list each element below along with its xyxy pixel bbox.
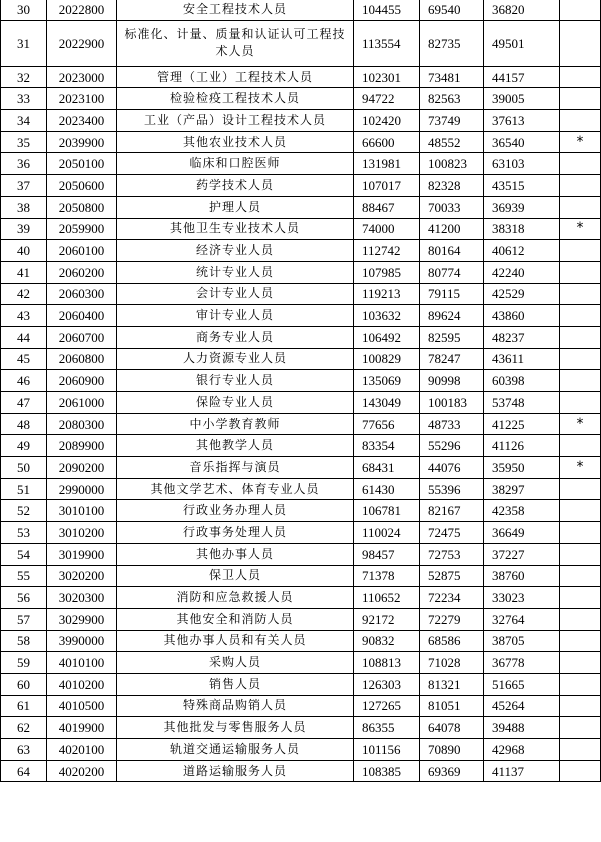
value-high: 113554 bbox=[354, 20, 420, 66]
note-mark bbox=[560, 348, 601, 370]
row-number: 60 bbox=[1, 673, 47, 695]
value-mid: 89624 bbox=[420, 305, 484, 327]
note-mark bbox=[560, 261, 601, 283]
table-row bbox=[1, 543, 601, 565]
value-high: 107985 bbox=[354, 261, 420, 283]
occupation-name: 其他文学艺术、体育专业人员 bbox=[117, 478, 354, 500]
value-mid: 64078 bbox=[420, 717, 484, 739]
note-mark bbox=[560, 110, 601, 132]
occupation-code: 3029900 bbox=[47, 608, 117, 630]
row-number: 61 bbox=[1, 695, 47, 717]
note-mark bbox=[560, 587, 601, 609]
note-mark bbox=[560, 500, 601, 522]
value-mid: 79115 bbox=[420, 283, 484, 305]
occupation-name: 经济专业人员 bbox=[117, 240, 354, 262]
occupation-name: 中小学教育教师 bbox=[117, 413, 354, 435]
table-row bbox=[1, 522, 601, 544]
occupation-name: 安全工程技术人员 bbox=[117, 0, 354, 20]
value-high: 68431 bbox=[354, 457, 420, 479]
value-low: 32764 bbox=[484, 608, 560, 630]
note-mark bbox=[560, 608, 601, 630]
occupation-code: 2060900 bbox=[47, 370, 117, 392]
note-mark bbox=[560, 20, 601, 66]
value-high: 106781 bbox=[354, 500, 420, 522]
occupation-code: 2090200 bbox=[47, 457, 117, 479]
value-mid: 69540 bbox=[420, 0, 484, 20]
value-low: 51665 bbox=[484, 673, 560, 695]
occupation-code: 3020200 bbox=[47, 565, 117, 587]
occupation-code: 2059900 bbox=[47, 218, 117, 240]
occupation-code: 2089900 bbox=[47, 435, 117, 457]
value-low: 38318 bbox=[484, 218, 560, 240]
note-mark bbox=[560, 0, 601, 20]
value-high: 131981 bbox=[354, 153, 420, 175]
value-mid: 78247 bbox=[420, 348, 484, 370]
table-row bbox=[1, 587, 601, 609]
row-number: 33 bbox=[1, 88, 47, 110]
row-number: 32 bbox=[1, 66, 47, 88]
occupation-name: 销售人员 bbox=[117, 673, 354, 695]
table-row bbox=[1, 0, 601, 20]
value-high: 108385 bbox=[354, 760, 420, 782]
value-high: 61430 bbox=[354, 478, 420, 500]
table-row bbox=[1, 435, 601, 457]
value-low: 38297 bbox=[484, 478, 560, 500]
row-number: 59 bbox=[1, 652, 47, 674]
table-row bbox=[1, 110, 601, 132]
occupation-code: 2050800 bbox=[47, 196, 117, 218]
value-mid: 81051 bbox=[420, 695, 484, 717]
note-mark bbox=[560, 240, 601, 262]
table-row bbox=[1, 565, 601, 587]
value-mid: 48552 bbox=[420, 131, 484, 153]
value-high: 126303 bbox=[354, 673, 420, 695]
occupation-code: 2022900 bbox=[47, 20, 117, 66]
value-mid: 68586 bbox=[420, 630, 484, 652]
table-body bbox=[1, 0, 601, 782]
occupation-name: 护理人员 bbox=[117, 196, 354, 218]
value-mid: 100183 bbox=[420, 392, 484, 414]
value-low: 36939 bbox=[484, 196, 560, 218]
occupation-name: 轨道交通运输服务人员 bbox=[117, 739, 354, 761]
occupation-name: 会计专业人员 bbox=[117, 283, 354, 305]
value-low: 36540 bbox=[484, 131, 560, 153]
row-number: 31 bbox=[1, 20, 47, 66]
value-high: 110024 bbox=[354, 522, 420, 544]
row-number: 34 bbox=[1, 110, 47, 132]
value-high: 66600 bbox=[354, 131, 420, 153]
value-mid: 82563 bbox=[420, 88, 484, 110]
occupation-code: 2080300 bbox=[47, 413, 117, 435]
occupation-name: 临床和口腔医师 bbox=[117, 153, 354, 175]
table-row bbox=[1, 131, 601, 153]
row-number: 54 bbox=[1, 543, 47, 565]
table-row bbox=[1, 20, 601, 66]
table-row bbox=[1, 413, 601, 435]
occupation-code: 2060700 bbox=[47, 326, 117, 348]
occupation-code: 2060300 bbox=[47, 283, 117, 305]
occupation-name: 检验检疫工程技术人员 bbox=[117, 88, 354, 110]
value-mid: 48733 bbox=[420, 413, 484, 435]
row-number: 62 bbox=[1, 717, 47, 739]
note-mark bbox=[560, 196, 601, 218]
value-low: 38760 bbox=[484, 565, 560, 587]
table-row bbox=[1, 500, 601, 522]
row-number: 40 bbox=[1, 240, 47, 262]
occupation-code: 2023100 bbox=[47, 88, 117, 110]
value-high: 98457 bbox=[354, 543, 420, 565]
value-mid: 82735 bbox=[420, 20, 484, 66]
note-mark bbox=[560, 717, 601, 739]
value-mid: 69369 bbox=[420, 760, 484, 782]
occupation-code: 4019900 bbox=[47, 717, 117, 739]
table-row bbox=[1, 760, 601, 782]
table-row bbox=[1, 218, 601, 240]
note-mark bbox=[560, 305, 601, 327]
value-low: 42529 bbox=[484, 283, 560, 305]
occupation-name: 行政业务办理人员 bbox=[117, 500, 354, 522]
note-mark bbox=[560, 695, 601, 717]
table-row bbox=[1, 478, 601, 500]
value-low: 43860 bbox=[484, 305, 560, 327]
value-low: 36778 bbox=[484, 652, 560, 674]
occupation-name: 其他办事人员和有关人员 bbox=[117, 630, 354, 652]
table-row bbox=[1, 66, 601, 88]
value-mid: 41200 bbox=[420, 218, 484, 240]
value-high: 106492 bbox=[354, 326, 420, 348]
occupation-name: 管理（工业）工程技术人员 bbox=[117, 66, 354, 88]
table-row bbox=[1, 175, 601, 197]
row-number: 45 bbox=[1, 348, 47, 370]
note-mark bbox=[560, 522, 601, 544]
value-low: 42358 bbox=[484, 500, 560, 522]
occupation-code: 2060100 bbox=[47, 240, 117, 262]
row-number: 52 bbox=[1, 500, 47, 522]
value-high: 86355 bbox=[354, 717, 420, 739]
occupation-code: 4020200 bbox=[47, 760, 117, 782]
occupation-code: 3010200 bbox=[47, 522, 117, 544]
table-row bbox=[1, 717, 601, 739]
value-low: 39005 bbox=[484, 88, 560, 110]
occupation-name: 银行专业人员 bbox=[117, 370, 354, 392]
row-number: 41 bbox=[1, 261, 47, 283]
value-mid: 72279 bbox=[420, 608, 484, 630]
table-row bbox=[1, 739, 601, 761]
occupation-name: 保险专业人员 bbox=[117, 392, 354, 414]
value-high: 101156 bbox=[354, 739, 420, 761]
value-mid: 70033 bbox=[420, 196, 484, 218]
table-row bbox=[1, 88, 601, 110]
row-number: 43 bbox=[1, 305, 47, 327]
value-mid: 80164 bbox=[420, 240, 484, 262]
table-row bbox=[1, 652, 601, 674]
row-number: 46 bbox=[1, 370, 47, 392]
occupation-name: 药学技术人员 bbox=[117, 175, 354, 197]
row-number: 36 bbox=[1, 153, 47, 175]
table-row bbox=[1, 153, 601, 175]
occupation-code: 2990000 bbox=[47, 478, 117, 500]
value-low: 60398 bbox=[484, 370, 560, 392]
note-mark bbox=[560, 478, 601, 500]
value-low: 43611 bbox=[484, 348, 560, 370]
table-row bbox=[1, 370, 601, 392]
value-mid: 70890 bbox=[420, 739, 484, 761]
occupation-code: 2050100 bbox=[47, 153, 117, 175]
note-mark bbox=[560, 630, 601, 652]
value-high: 90832 bbox=[354, 630, 420, 652]
row-number: 42 bbox=[1, 283, 47, 305]
occupation-name: 其他办事人员 bbox=[117, 543, 354, 565]
row-number: 53 bbox=[1, 522, 47, 544]
value-high: 94722 bbox=[354, 88, 420, 110]
value-high: 100829 bbox=[354, 348, 420, 370]
value-high: 127265 bbox=[354, 695, 420, 717]
value-mid: 90998 bbox=[420, 370, 484, 392]
table-row bbox=[1, 392, 601, 414]
occupation-code: 2061000 bbox=[47, 392, 117, 414]
value-low: 42968 bbox=[484, 739, 560, 761]
note-mark bbox=[560, 543, 601, 565]
row-number: 30 bbox=[1, 0, 47, 20]
value-low: 43515 bbox=[484, 175, 560, 197]
table-row bbox=[1, 348, 601, 370]
occupation-name: 商务专业人员 bbox=[117, 326, 354, 348]
value-mid: 71028 bbox=[420, 652, 484, 674]
value-low: 36820 bbox=[484, 0, 560, 20]
value-mid: 73481 bbox=[420, 66, 484, 88]
note-mark bbox=[560, 760, 601, 782]
note-mark bbox=[560, 88, 601, 110]
occupation-code: 4020100 bbox=[47, 739, 117, 761]
note-mark: * bbox=[560, 413, 601, 435]
value-high: 71378 bbox=[354, 565, 420, 587]
value-high: 102301 bbox=[354, 66, 420, 88]
occupation-name: 行政事务处理人员 bbox=[117, 522, 354, 544]
occupation-code: 3020300 bbox=[47, 587, 117, 609]
row-number: 37 bbox=[1, 175, 47, 197]
value-mid: 72753 bbox=[420, 543, 484, 565]
occupation-name: 保卫人员 bbox=[117, 565, 354, 587]
table-row bbox=[1, 673, 601, 695]
value-mid: 44076 bbox=[420, 457, 484, 479]
row-number: 49 bbox=[1, 435, 47, 457]
value-high: 104455 bbox=[354, 0, 420, 20]
value-mid: 82595 bbox=[420, 326, 484, 348]
row-number: 57 bbox=[1, 608, 47, 630]
table-row bbox=[1, 608, 601, 630]
occupation-name: 工业（产品）设计工程技术人员 bbox=[117, 110, 354, 132]
value-high: 107017 bbox=[354, 175, 420, 197]
occupation-code: 4010100 bbox=[47, 652, 117, 674]
value-high: 102420 bbox=[354, 110, 420, 132]
value-mid: 73749 bbox=[420, 110, 484, 132]
value-mid: 72234 bbox=[420, 587, 484, 609]
occupation-code: 2023000 bbox=[47, 66, 117, 88]
value-mid: 81321 bbox=[420, 673, 484, 695]
occupation-code: 4010200 bbox=[47, 673, 117, 695]
value-high: 119213 bbox=[354, 283, 420, 305]
occupation-name: 特殊商品购销人员 bbox=[117, 695, 354, 717]
occupation-code: 2050600 bbox=[47, 175, 117, 197]
row-number: 48 bbox=[1, 413, 47, 435]
occupation-code: 3990000 bbox=[47, 630, 117, 652]
occupation-code: 2060400 bbox=[47, 305, 117, 327]
note-mark bbox=[560, 66, 601, 88]
row-number: 63 bbox=[1, 739, 47, 761]
row-number: 50 bbox=[1, 457, 47, 479]
value-low: 41126 bbox=[484, 435, 560, 457]
value-mid: 72475 bbox=[420, 522, 484, 544]
occupation-name: 其他教学人员 bbox=[117, 435, 354, 457]
value-low: 63103 bbox=[484, 153, 560, 175]
value-low: 49501 bbox=[484, 20, 560, 66]
occupation-name: 音乐指挥与演员 bbox=[117, 457, 354, 479]
value-low: 35950 bbox=[484, 457, 560, 479]
value-high: 88467 bbox=[354, 196, 420, 218]
value-mid: 100823 bbox=[420, 153, 484, 175]
occupation-name: 其他批发与零售服务人员 bbox=[117, 717, 354, 739]
note-mark bbox=[560, 153, 601, 175]
occupation-name: 其他农业技术人员 bbox=[117, 131, 354, 153]
value-mid: 80774 bbox=[420, 261, 484, 283]
occupation-name: 人力资源专业人员 bbox=[117, 348, 354, 370]
occupation-code: 4010500 bbox=[47, 695, 117, 717]
occupation-code: 2060200 bbox=[47, 261, 117, 283]
value-low: 39488 bbox=[484, 717, 560, 739]
value-low: 48237 bbox=[484, 326, 560, 348]
value-low: 37613 bbox=[484, 110, 560, 132]
value-low: 45264 bbox=[484, 695, 560, 717]
row-number: 47 bbox=[1, 392, 47, 414]
row-number: 44 bbox=[1, 326, 47, 348]
value-low: 36649 bbox=[484, 522, 560, 544]
row-number: 35 bbox=[1, 131, 47, 153]
value-low: 37227 bbox=[484, 543, 560, 565]
occupation-code: 2060800 bbox=[47, 348, 117, 370]
row-number: 58 bbox=[1, 630, 47, 652]
row-number: 51 bbox=[1, 478, 47, 500]
value-high: 135069 bbox=[354, 370, 420, 392]
note-mark bbox=[560, 283, 601, 305]
note-mark bbox=[560, 370, 601, 392]
table-row bbox=[1, 261, 601, 283]
table-row bbox=[1, 240, 601, 262]
value-low: 41225 bbox=[484, 413, 560, 435]
table-row bbox=[1, 457, 601, 479]
note-mark bbox=[560, 652, 601, 674]
value-low: 44157 bbox=[484, 66, 560, 88]
occupation-code: 3010100 bbox=[47, 500, 117, 522]
table-row bbox=[1, 283, 601, 305]
row-number: 55 bbox=[1, 565, 47, 587]
table-row bbox=[1, 630, 601, 652]
value-low: 40612 bbox=[484, 240, 560, 262]
value-high: 108813 bbox=[354, 652, 420, 674]
value-mid: 55296 bbox=[420, 435, 484, 457]
value-mid: 52875 bbox=[420, 565, 484, 587]
value-low: 42240 bbox=[484, 261, 560, 283]
table-row bbox=[1, 326, 601, 348]
table-row bbox=[1, 695, 601, 717]
value-mid: 55396 bbox=[420, 478, 484, 500]
occupation-name: 标准化、计量、质量和认证认可工程技术人员 bbox=[117, 20, 354, 66]
table-row bbox=[1, 196, 601, 218]
note-mark bbox=[560, 565, 601, 587]
occupation-name: 消防和应急救援人员 bbox=[117, 587, 354, 609]
occupation-name: 其他卫生专业技术人员 bbox=[117, 218, 354, 240]
note-mark bbox=[560, 435, 601, 457]
note-mark bbox=[560, 175, 601, 197]
value-low: 33023 bbox=[484, 587, 560, 609]
note-mark: * bbox=[560, 131, 601, 153]
value-high: 83354 bbox=[354, 435, 420, 457]
value-high: 112742 bbox=[354, 240, 420, 262]
row-number: 64 bbox=[1, 760, 47, 782]
note-mark: * bbox=[560, 218, 601, 240]
value-mid: 82167 bbox=[420, 500, 484, 522]
table-row bbox=[1, 305, 601, 327]
note-mark bbox=[560, 673, 601, 695]
value-high: 74000 bbox=[354, 218, 420, 240]
value-high: 103632 bbox=[354, 305, 420, 327]
note-mark bbox=[560, 392, 601, 414]
occupation-name: 审计专业人员 bbox=[117, 305, 354, 327]
occupation-code: 2039900 bbox=[47, 131, 117, 153]
value-low: 38705 bbox=[484, 630, 560, 652]
row-number: 38 bbox=[1, 196, 47, 218]
value-high: 110652 bbox=[354, 587, 420, 609]
note-mark bbox=[560, 739, 601, 761]
occupation-code: 2022800 bbox=[47, 0, 117, 20]
occupation-code: 3019900 bbox=[47, 543, 117, 565]
occupation-name: 统计专业人员 bbox=[117, 261, 354, 283]
occupation-name: 采购人员 bbox=[117, 652, 354, 674]
value-low: 41137 bbox=[484, 760, 560, 782]
occupation-name: 道路运输服务人员 bbox=[117, 760, 354, 782]
note-mark: * bbox=[560, 457, 601, 479]
note-mark bbox=[560, 326, 601, 348]
value-low: 53748 bbox=[484, 392, 560, 414]
value-high: 143049 bbox=[354, 392, 420, 414]
occupation-name: 其他安全和消防人员 bbox=[117, 608, 354, 630]
value-high: 92172 bbox=[354, 608, 420, 630]
value-high: 77656 bbox=[354, 413, 420, 435]
value-mid: 82328 bbox=[420, 175, 484, 197]
row-number: 39 bbox=[1, 218, 47, 240]
row-number: 56 bbox=[1, 587, 47, 609]
occupation-code: 2023400 bbox=[47, 110, 117, 132]
